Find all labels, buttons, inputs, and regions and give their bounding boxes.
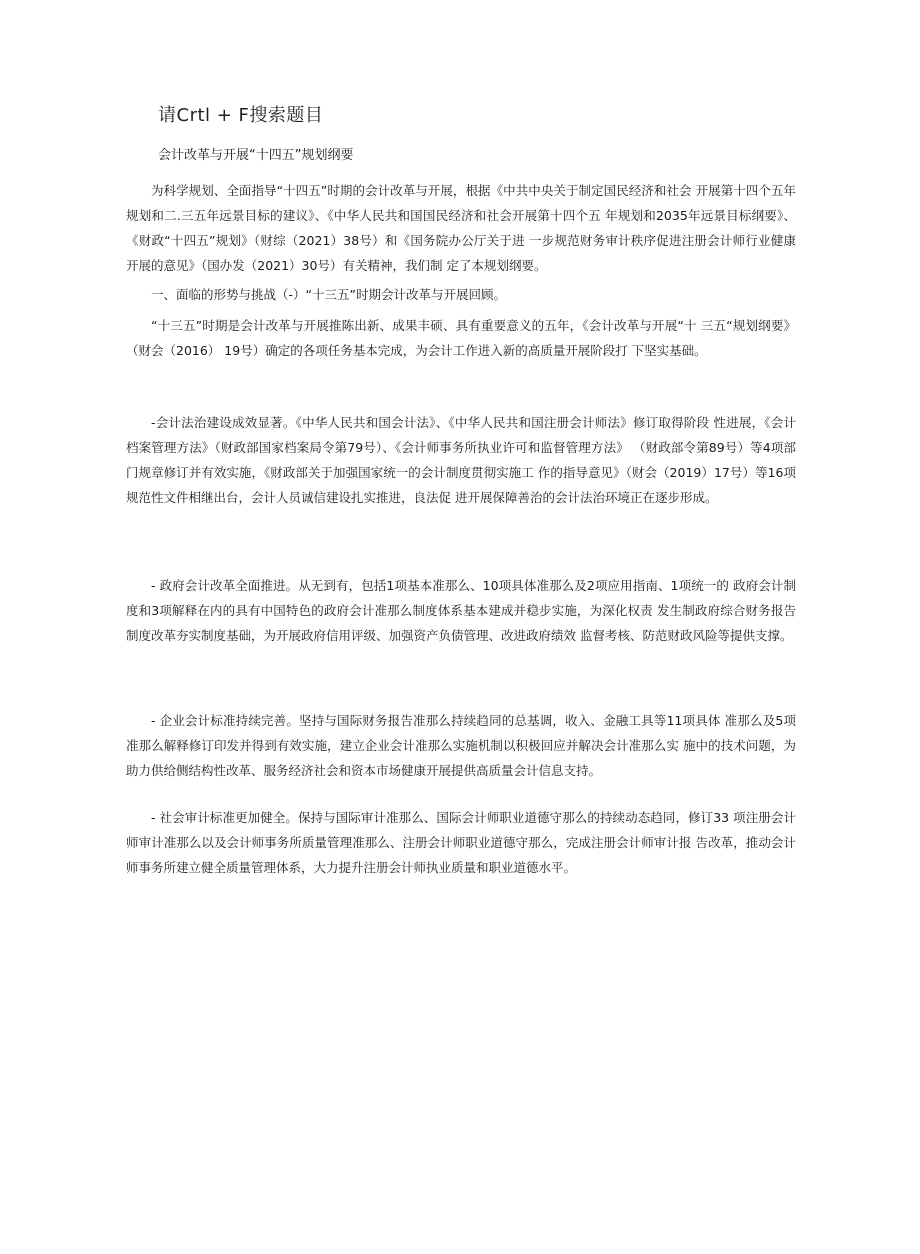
paragraph-review: “十三五”时期是会计改革与开展推陈出新、成果丰硕、具有重要意义的五年，《会计改革与开展“十 三五“规划纲要》（财会（2016） 19号）确定的各项任务基本完成，为会计工作进入新的高质量开展阶段打 下坚实基础。	[126, 318, 796, 358]
section-heading: 一、面临的形势与挑战（-）“十三五”时期会计改革与开展回顾。	[151, 287, 506, 302]
paragraph-government-accounting: - 政府会计改革全面推进。从无到有，包括1项基本准那么、10项具体准那么及2项应用指南、1项统一的 政府会计制度和3项解释在内的具有中国特色的政府会计准那么制度体系基本建成并稳步实施，为深化权责 发生制政府综合财务报告制度改革夯实制度基础，为开展政府信用评级、加强资产负债管理、改进政府绩效 监督考核、防范财政风险等提供支撑。	[126, 578, 796, 643]
document-title: 会计改革与开展“十四五”规划纲要	[158, 148, 354, 163]
paragraph-audit-standards: - 社会审计标准更加健全。保持与国际审计准那么、国际会计师职业道德守那么的持续动态趋同，修订33 项注册会计师审计准那么以及会计师事务所质量管理准那么、注册会计师职业道德守那么，完成注册会计师审计报 告改革，推动会计师事务所建立健全质量管理体系，大力提升注册会计师执业质量和职业道德水平。	[126, 810, 796, 875]
paragraph-intro: 为科学规划、全面指导“十四五”时期的会计改革与开展，根据《中共中央关于制定国民经济和社会 开展第十四个五年规划和二.三五年远景目标的建议》、《中华人民共和国国民经济和社会开展第十四个五 年规划和2035年远景目标纲要》、《财政“十四五”规划》（财综（2021）38号）和《国务院办公厅关于进 一步规范财务审计秩序促进注册会计师行业健康开展的意见》（国办发（2021）30号）有关精神，我们制 定了本规划纲要。	[126, 183, 796, 273]
search-hint: 请Crtl + F搜索题目	[158, 105, 324, 126]
paragraph-accounting-law: -会计法治建设成效显著。《中华人民共和国会计法》、《中华人民共和国注册会计师法》修订取得阶段 性进展，《会计档案管理方法》（财政部国家档案局令第79号）、《会计师事务所执业许可和监督管理方法》 （财政部令第89号）等4项部门规章修订并有效实施，《财政部关于加强国家统一的会计制度贯彻实施工 作的指导意见》（财会（2019）17号）等16项规范性文件相继出台，会计人员诚信建设扎实推进，良法促 进开展保障善治的会计法治环境正在逐步形成。	[126, 415, 796, 505]
paragraph-enterprise-standards: - 企业会计标准持续完善。坚持与国际财务报告准那么持续趋同的总基调，收入、金融工具等11项具体 准那么及5项准那么解释修订印发并得到有效实施，建立企业会计准那么实施机制以积极回应并解决会计准那么实 施中的技术问题，为助力供给侧结构性改革、服务经济社会和资本市场健康开展提供高质量会计信息支持。	[126, 713, 796, 778]
